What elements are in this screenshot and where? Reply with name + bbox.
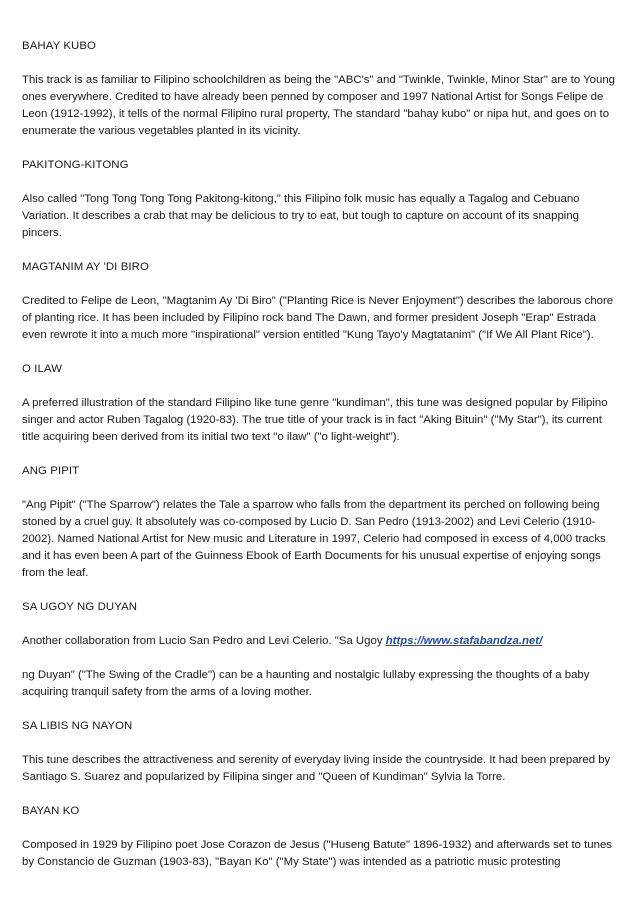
section-paragraph: ng Duyan" ("The Swing of the Cradle") can be a haunting and nostalgic lullaby expressing the thoughts of a baby acquiring tranquil safety from the arms of a loving mother.: [22, 669, 590, 698]
section-paragraph: Composed in 1929 by Filipino poet Jose Corazon de Jesus ("Huseng Batute" 1896-1932) and afterwards set to tunes by Constancio de Guzman (1903-83), "Bayan Ko" ("My State") was intended as a patriotic music protesting: [22, 839, 612, 868]
section-paragraph: This tune describes the attractiveness and serenity of everyday living inside the countryside. It had been prepared by Santiago S. Suarez and popularized by Filipina singer and "Queen of Kundiman" Sylvia la Torre.: [22, 754, 611, 783]
section-paragraph: A preferred illustration of the standard Filipino like tune genre "kundiman", this tune was designed popular by Filipino singer and actor Ruben Tagalog (1920-83). The true title of your track is in fact "Aking Bituin" ("My Star"), its current title acquiring been derived from its initial two text "o ilaw" ("o light-weight").: [22, 397, 608, 443]
section-heading: SA UGOY NG DUYAN: [22, 601, 138, 613]
section-paragraph: "Ang Pipit" ("The Sparrow") relates the Tale a sparrow who falls from the department its perched on following being stoned by a cruel guy. It absolutely was co-composed by Lucio D. San Pedro (1913-2002) and Levi Celerio (1910-2002). Named National Artist for New music and Literature in 1997, Celerio had composed in excess of 4,000 tracks and it has even been A part of the Guinness Ebook of Earth Documents for his unusual expertise of enjoying songs from the leaf.: [22, 499, 606, 579]
section-paragraph-prefix: [22, 633, 618, 650]
section-paragraph: Also called "Tong Tong Tong Tong Pakitong-kitong," this Filipino folk music has equally a Tagalog and Cebuano Variation. It describes a crab that may be delicious to try to eat, but tough to capture on account of its snapping pincers.: [22, 193, 580, 239]
section-heading: ANG PIPIT: [22, 465, 80, 477]
section-paragraph: Credited to Felipe de Leon, "Magtanim Ay 'Di Biro" ("Planting Rice is Never Enjoyment") describes the laborous chore of planting rice. It has been included by Filipino rock band The Dawn, and former president Joseph "Erap" Estrada even rewrote it into a much more "inspirational" version entitled "Kung Tayo'y Magtatanim" ("If We All Plant Rice").: [22, 295, 614, 341]
paragraph-prefix-text: Another collaboration from Lucio San Pedro and Levi Celerio. "Sa Ugoy: [22, 635, 386, 647]
section-heading: MAGTANIM AY 'DI BIRO: [22, 261, 149, 273]
section-paragraph: This track is as familiar to Filipino schoolchildren as being the "ABC's" and "Twinkle, Twinkle, Minor Star" are to Young ones everywhere. Credited to have already been penned by composer and 1997 National Artist for Songs Felipe de Leon (1912-1992), it tells of the normal Filipino rural property, The standard "bahay kubo" or nipa hut, and goes on to enumerate the various vegetables planted in its vicinity.: [22, 74, 616, 137]
section-heading: SA LIBIS NG NAYON: [22, 720, 133, 732]
section-heading: O ILAW: [22, 363, 63, 375]
section-heading: BAYAN KO: [22, 805, 80, 817]
section-heading: BAHAY KUBO: [22, 40, 97, 52]
document-page: [22, 38, 618, 888]
external-link[interactable]: https://www.stafabandza.net/: [385, 635, 543, 647]
section-heading: PAKITONG-KITONG: [22, 159, 129, 171]
